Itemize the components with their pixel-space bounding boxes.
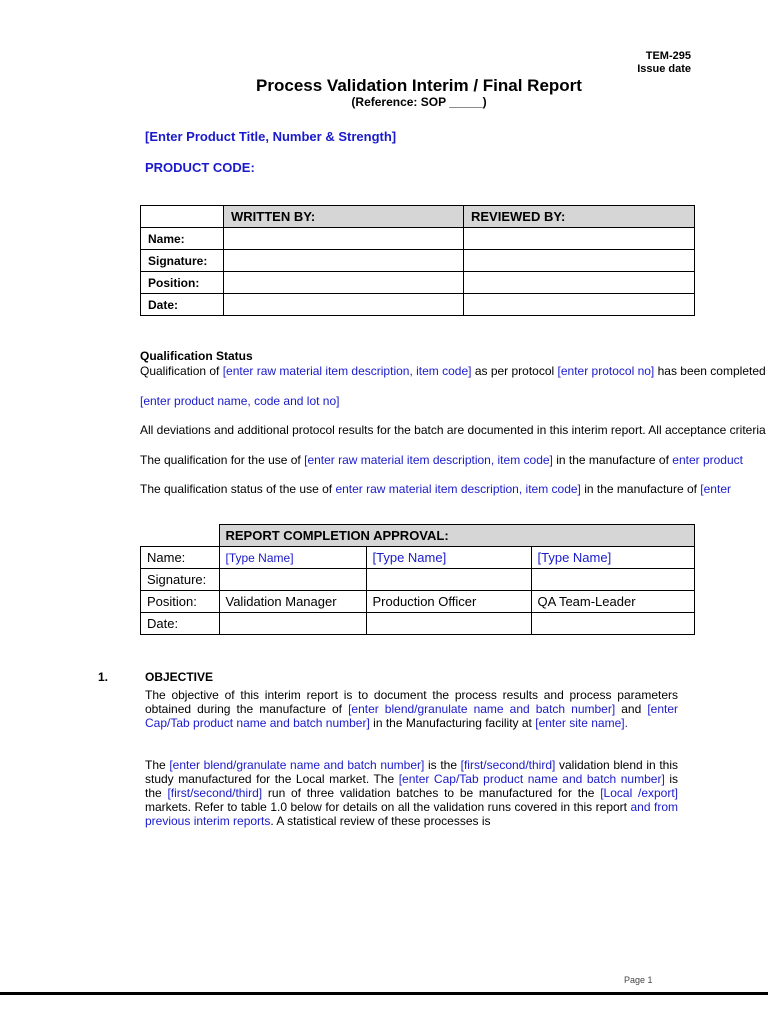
- written-name-cell[interactable]: [224, 228, 464, 250]
- raw-material-placeholder[interactable]: [enter raw material item description, item code]: [222, 364, 472, 378]
- table-row: [141, 206, 695, 228]
- signature-field-3[interactable]: [531, 569, 695, 591]
- qualification-line-1: [140, 364, 766, 378]
- product-batch-placeholder[interactable]: [enter Cap/Tab product name and batch number]: [145, 702, 678, 730]
- position-cell-3: QA Team-Leader: [531, 591, 695, 613]
- row-label-position: Position:: [141, 272, 224, 294]
- name-field-1[interactable]: [Type Name]: [219, 547, 366, 569]
- text-span: as per protocol: [471, 364, 558, 378]
- name-field-2[interactable]: [Type Name]: [366, 547, 531, 569]
- date-field-2[interactable]: [366, 613, 531, 635]
- signature-field-2[interactable]: [366, 569, 531, 591]
- text-span: has been completed: [654, 364, 766, 378]
- text-span: in the Manufacturing facility at: [369, 716, 536, 730]
- reference-line: (Reference: SOP _____): [351, 95, 487, 109]
- reviewed-signature-cell[interactable]: [464, 250, 695, 272]
- table-row: [141, 228, 695, 250]
- written-by-header: WRITTEN BY:: [224, 206, 464, 228]
- text-span: run of three validation batches to be manufactured for the: [262, 786, 601, 800]
- written-signature-cell[interactable]: [224, 250, 464, 272]
- text-span: The objective of this interim report is to document the process results and process parameters obtained during the manufacture of: [145, 688, 678, 716]
- row-label-date: Date:: [141, 294, 224, 316]
- reviewed-date-cell[interactable]: [464, 294, 695, 316]
- qualification-line-3: All deviations and additional protocol results for the batch are documented in this interim report. All acceptance criteria: [140, 423, 766, 437]
- table-row: [141, 613, 695, 635]
- objective-paragraph-1: [145, 688, 678, 730]
- raw-material-placeholder[interactable]: enter raw material item description, item code]: [335, 482, 581, 496]
- text-span: is the: [424, 758, 461, 772]
- row-label-name: Name:: [141, 228, 224, 250]
- objective-paragraph-2: [145, 758, 678, 828]
- name-field-3[interactable]: [Type Name]: [531, 547, 695, 569]
- empty-header-cell: [141, 525, 220, 547]
- text-span: The qualification status of the use of: [140, 482, 336, 496]
- protocol-no-placeholder[interactable]: [enter protocol no]: [557, 364, 655, 378]
- page-number-fragment: Page 1: [624, 975, 653, 985]
- market-placeholder[interactable]: [Local /export]: [600, 786, 679, 800]
- text-span: and: [615, 702, 648, 716]
- blend-batch-placeholder[interactable]: [enter blend/granulate name and batch number]: [169, 758, 425, 772]
- reviewed-by-header: REVIEWED BY:: [464, 206, 695, 228]
- product-placeholder[interactable]: [enter: [700, 482, 731, 496]
- issue-date: Issue date: [637, 63, 691, 75]
- text-span: markets. Refer to table 1.0 below for details on all the validation runs covered in this report: [145, 800, 631, 814]
- product-title-placeholder[interactable]: [Enter Product Title, Number & Strength]: [145, 129, 397, 144]
- date-field-1[interactable]: [219, 613, 366, 635]
- page-title: Process Validation Interim / Final Report: [256, 76, 582, 95]
- qualification-line-4: [140, 453, 743, 467]
- table-row: [141, 591, 695, 613]
- empty-header-cell: [141, 206, 224, 228]
- product-placeholder[interactable]: enter product: [672, 453, 743, 467]
- text-span: .: [624, 716, 628, 730]
- text-span: is the: [145, 772, 679, 800]
- footer-rule: [0, 992, 768, 995]
- text-span: in the manufacture of: [552, 453, 673, 467]
- position-cell-2: Production Officer: [366, 591, 531, 613]
- reviewed-position-cell[interactable]: [464, 272, 695, 294]
- row-label-name: Name:: [141, 547, 220, 569]
- signature-field-1[interactable]: [219, 569, 366, 591]
- ordinal-placeholder[interactable]: [first/second/third]: [167, 786, 263, 800]
- text-span: and from previous interim reports: [145, 800, 679, 828]
- authorship-table: [140, 205, 695, 316]
- text-span: Qualification of: [140, 364, 223, 378]
- product-batch-placeholder[interactable]: [enter Cap/Tab product name and batch number]: [398, 772, 665, 786]
- ordinal-placeholder[interactable]: [first/second/third]: [460, 758, 556, 772]
- product-lot-placeholder[interactable]: [enter product name, code and lot no]: [140, 394, 340, 408]
- table-row: [141, 525, 695, 547]
- blend-batch-placeholder[interactable]: [enter blend/granulate name and batch number]: [348, 702, 616, 716]
- row-label-date: Date:: [141, 613, 220, 635]
- date-field-3[interactable]: [531, 613, 695, 635]
- text-span: The qualification for the use of: [140, 453, 305, 467]
- text-span: The: [145, 758, 170, 772]
- written-position-cell[interactable]: [224, 272, 464, 294]
- section-number: 1.: [98, 670, 109, 684]
- approval-heading: REPORT COMPLETION APPROVAL:: [219, 525, 695, 547]
- document-code: TEM-295: [645, 50, 691, 62]
- table-row: [141, 569, 695, 591]
- text-span: in the manufacture of: [580, 482, 701, 496]
- row-label-signature: Signature:: [141, 250, 224, 272]
- position-cell-1: Validation Manager: [219, 591, 366, 613]
- site-name-placeholder[interactable]: [enter site name]: [535, 716, 625, 730]
- document-code-block: [637, 50, 691, 76]
- row-label-signature: Signature:: [141, 569, 220, 591]
- table-row: [141, 272, 695, 294]
- text-span: validation blend in this study manufactured for the Local market. The: [145, 758, 678, 786]
- qualification-status-heading: Qualification Status: [140, 349, 253, 363]
- written-date-cell[interactable]: [224, 294, 464, 316]
- text-span: . A statistical review of these processes is: [270, 814, 491, 828]
- raw-material-placeholder[interactable]: [enter raw material item description, item code]: [304, 453, 553, 467]
- row-label-position: Position:: [141, 591, 220, 613]
- table-row: [141, 547, 695, 569]
- reviewed-name-cell[interactable]: [464, 228, 695, 250]
- table-row: [141, 250, 695, 272]
- approval-table: [140, 524, 695, 635]
- table-row: [141, 294, 695, 316]
- product-code-label: PRODUCT CODE:: [145, 160, 255, 175]
- objective-heading: OBJECTIVE: [145, 670, 214, 684]
- qualification-line-5: [140, 482, 731, 496]
